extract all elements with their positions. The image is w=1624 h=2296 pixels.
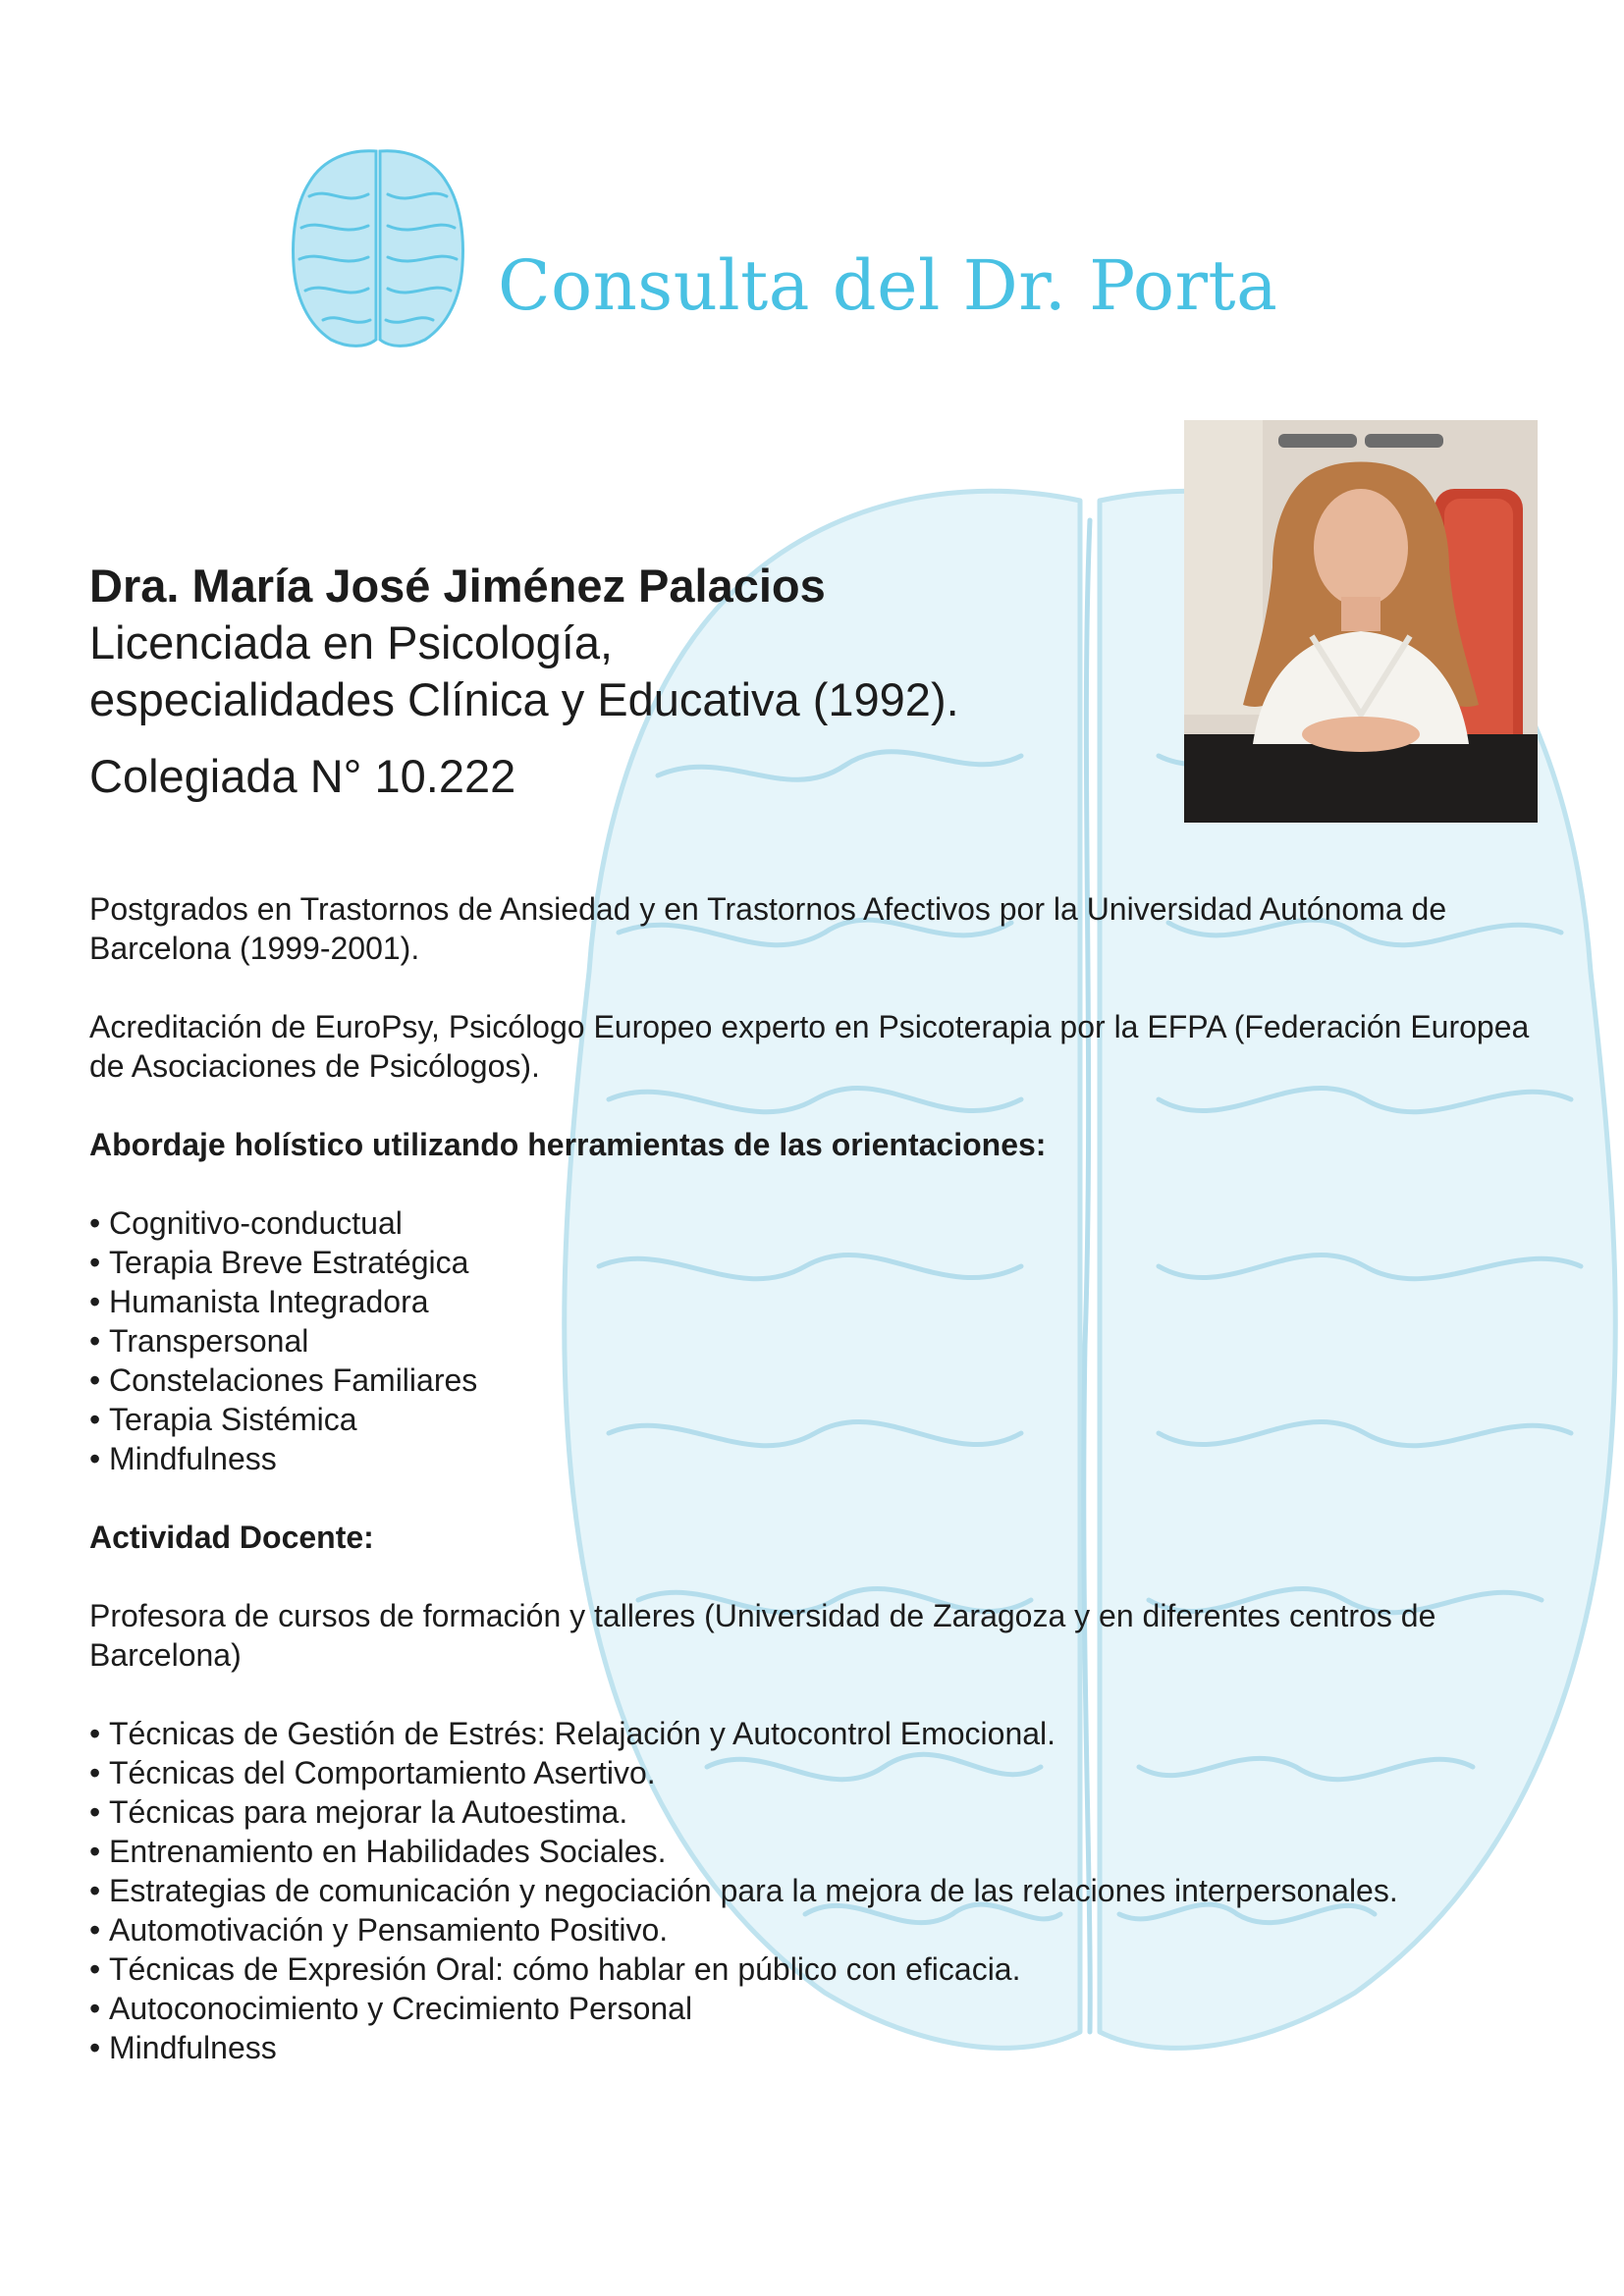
bullet-glyph: • [89,1794,101,1830]
bullet-glyph: • [89,2030,101,2065]
list-item: • Técnicas del Comportamiento Asertivo. [89,1755,656,1790]
list-item: • Entrenamiento en Habilidades Sociales. [89,1834,667,1869]
list-item: • Estrategias de comunicación y negociación para la mejora de las relaciones interpersonales. [89,1873,1398,1908]
brain-icon [290,147,466,348]
bullet-glyph: • [89,1716,101,1751]
list-item: • Técnicas de Expresión Oral: cómo hablar en público con eficacia. [89,1951,1021,1987]
list-item: • Humanista Integradora [89,1284,429,1319]
bullet-glyph: • [89,1912,101,1948]
registration-number: Colegiada N° 10.222 [89,750,516,802]
orientaciones-heading: Abordaje holístico utilizando herramientas de las orientaciones: [89,1127,1047,1162]
docencia-intro: Profesora de cursos de formación y talleres (Universidad de Zaragoza y en diferentes centros de Barcelona) [89,1598,1436,1673]
orientaciones-list [89,1203,1533,1478]
list-item: • Terapia Sistémica [89,1402,357,1437]
list-item: • Mindfulness [89,2030,277,2065]
list-item: • Técnicas de Gestión de Estrés: Relajación y Autocontrol Emocional. [89,1716,1056,1751]
acreditacion-paragraph: Acreditación de EuroPsy, Psicólogo Europeo experto en Psicoterapia por la EFPA (Federación Europea de Asociaciones de Psicólogos). [89,1009,1530,1084]
bullet-glyph: • [89,1873,101,1908]
bullet-glyph: • [89,1755,101,1790]
resume-content [89,558,1533,2067]
list-item: • Automotivación y Pensamiento Positivo. [89,1912,669,1948]
bullet-glyph: • [89,1323,101,1359]
postgrados-paragraph: Postgrados en Trastornos de Ansiedad y en Trastornos Afectivos por la Universidad Autónoma de Barcelona (1999-2001). [89,891,1447,966]
bullet-glyph: • [89,1205,101,1241]
bullet-glyph: • [89,1441,101,1476]
bullet-glyph: • [89,1991,101,2026]
bullet-glyph: • [89,1951,101,1987]
bullet-glyph: • [89,1834,101,1869]
docencia-list [89,1714,1533,2067]
degree-line-2: especialidades Clínica y Educativa (1992). [89,673,959,725]
list-item: • Técnicas para mejorar la Autoestima. [89,1794,628,1830]
bullet-glyph: • [89,1284,101,1319]
list-item: • Transpersonal [89,1323,309,1359]
bullet-glyph: • [89,1402,101,1437]
doctor-name: Dra. María José Jiménez Palacios [89,560,826,612]
bullet-glyph: • [89,1362,101,1398]
list-item: • Mindfulness [89,1441,277,1476]
degree-line-1: Licenciada en Psicología, [89,616,614,668]
bullet-glyph: • [89,1245,101,1280]
brand-title: Consulta del Dr. Porta [498,245,1278,326]
list-item: • Autoconocimiento y Crecimiento Personal [89,1991,693,2026]
list-item: • Cognitivo-conductual [89,1205,403,1241]
docencia-heading: Actividad Docente: [89,1520,374,1555]
header [290,147,1330,353]
list-item: • Terapia Breve Estratégica [89,1245,469,1280]
list-item: • Constelaciones Familiares [89,1362,478,1398]
